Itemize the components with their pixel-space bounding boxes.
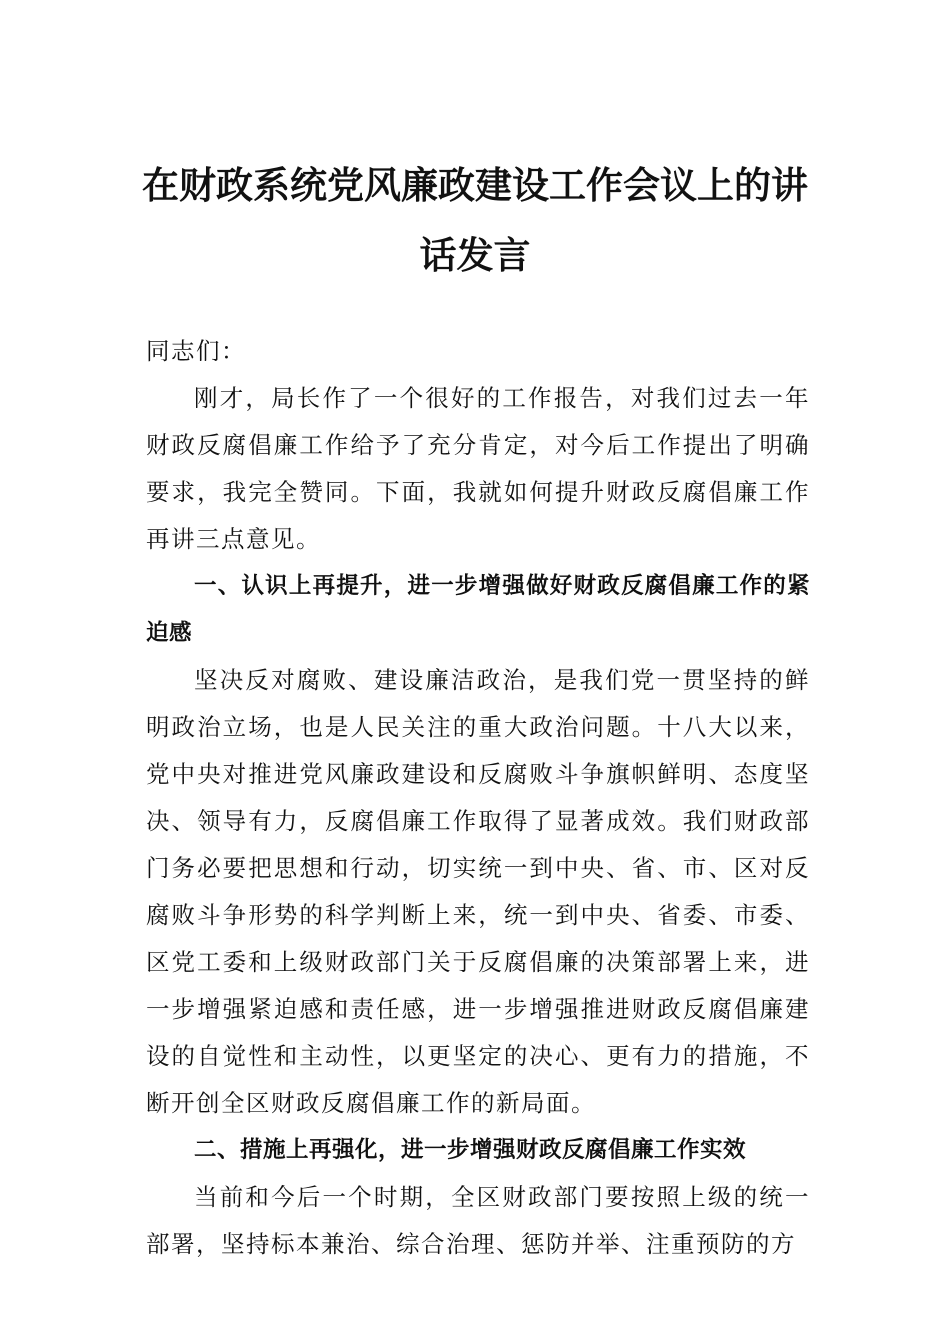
paragraph-section-2: 当前和今后一个时期，全区财政部门要按照上级的统一部署，坚持标本兼治、综合治理、惩防并举、注重预防的方 bbox=[146, 1183, 810, 1258]
section-heading-2: 二、措施上再强化，进一步增强财政反腐倡廉工作实效 bbox=[194, 1137, 747, 1163]
salutation: 同志们： bbox=[146, 337, 246, 365]
document-title bbox=[120, 150, 830, 290]
document-body bbox=[146, 328, 810, 1268]
section-heading-1: 一、认识上再提升，进一步增强做好财政反腐倡廉工作的紧迫感 bbox=[146, 573, 810, 646]
title-line-1: 在财政系统党风廉政建设工作会议上的讲 bbox=[142, 163, 808, 207]
title-line-2: 话发言 bbox=[419, 233, 531, 277]
paragraph-intro: 刚才，局长作了一个很好的工作报告，对我们过去一年财政反腐倡廉工作给予了充分肯定，对今后工作提出了明确要求，我完全赞同。下面，我就如何提升财政反腐倡廉工作再讲三点意见。 bbox=[146, 384, 810, 553]
paragraph-section-1: 坚决反对腐败、建设廉洁政治，是我们党一贯坚持的鲜明政治立场，也是人民关注的重大政治问题。十八大以来，党中央对推进党风廉政建设和反腐败斗争旗帜鲜明、态度坚决、领导有力，反腐倡廉工作取得了显著成效。我们财政部门务必要把思想和行动，切实统一到中央、省、市、区对反腐败斗争形势的科学判断上来，统一到中央、省委、市委、区党工委和上级财政部门关于反腐倡廉的决策部署上来，进一步增强紧迫感和责任感，进一步增强推进财政反腐倡廉建设的自觉性和主动性，以更坚定的决心、更有力的措施，不断开创全区财政反腐倡廉工作的新局面。 bbox=[146, 666, 810, 1117]
